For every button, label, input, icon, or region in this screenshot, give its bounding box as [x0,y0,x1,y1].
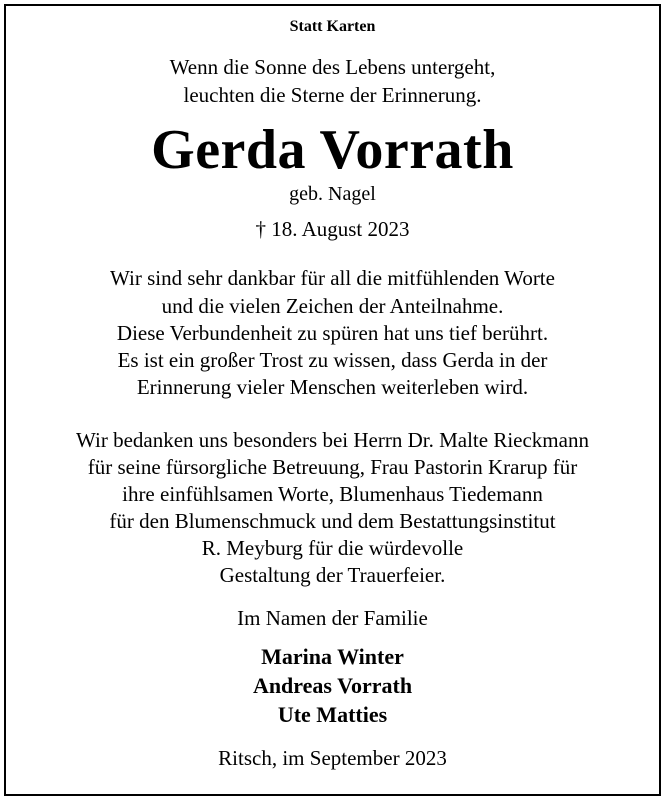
place-date: Ritsch, im September 2023 [218,746,447,770]
verse-line-1: Wenn die Sonne des Lebens untergeht, [169,55,496,79]
paragraph1-line-5: Erinnerung vieler Menschen weiterleben wird. [136,375,529,399]
deceased-name: Gerda Vorrath [151,119,514,181]
signature-name-2: Andreas Vorrath [252,673,413,698]
paragraph2-line-1: Wir bedanken uns besonders bei Herrn Dr. Malte Rieckmann [76,428,589,452]
paragraph1-line-2: und die vielen Zeichen der Anteilnahme. [161,294,504,318]
paragraph2-line-2: für seine fürsorgliche Betreuung, Frau Pastorin Krarup für [87,455,578,479]
paragraph1-line-4: Es ist ein großer Trost zu wissen, dass Gerda in der [117,348,548,372]
signature-intro: Im Namen der Familie [237,606,428,630]
signature-name-1: Marina Winter [261,644,404,669]
paragraph2-line-3: ihre einfühlsamen Worte, Blumenhaus Tiedemann [122,482,543,506]
paragraph2-line-5: R. Meyburg für die würdevolle [201,536,464,560]
signature-name-3: Ute Matties [277,702,388,727]
paragraph2-line-4: für den Blumenschmuck und dem Bestattungsinstitut [109,509,556,533]
verse-line-2: leuchten die Sterne der Erinnerung. [183,83,482,107]
paragraph1-line-1: Wir sind sehr dankbar für all die mitfühlenden Worte [110,266,555,290]
paragraph1-line-3: Diese Verbundenheit zu spüren hat uns tief berührt. [116,321,549,345]
header-statt-karten: Statt Karten [289,18,376,35]
paragraph2-line-6: Gestaltung der Trauerfeier. [219,563,446,587]
maiden-name: geb. Nagel [289,183,376,205]
death-date: † 18. August 2023 [255,217,410,241]
